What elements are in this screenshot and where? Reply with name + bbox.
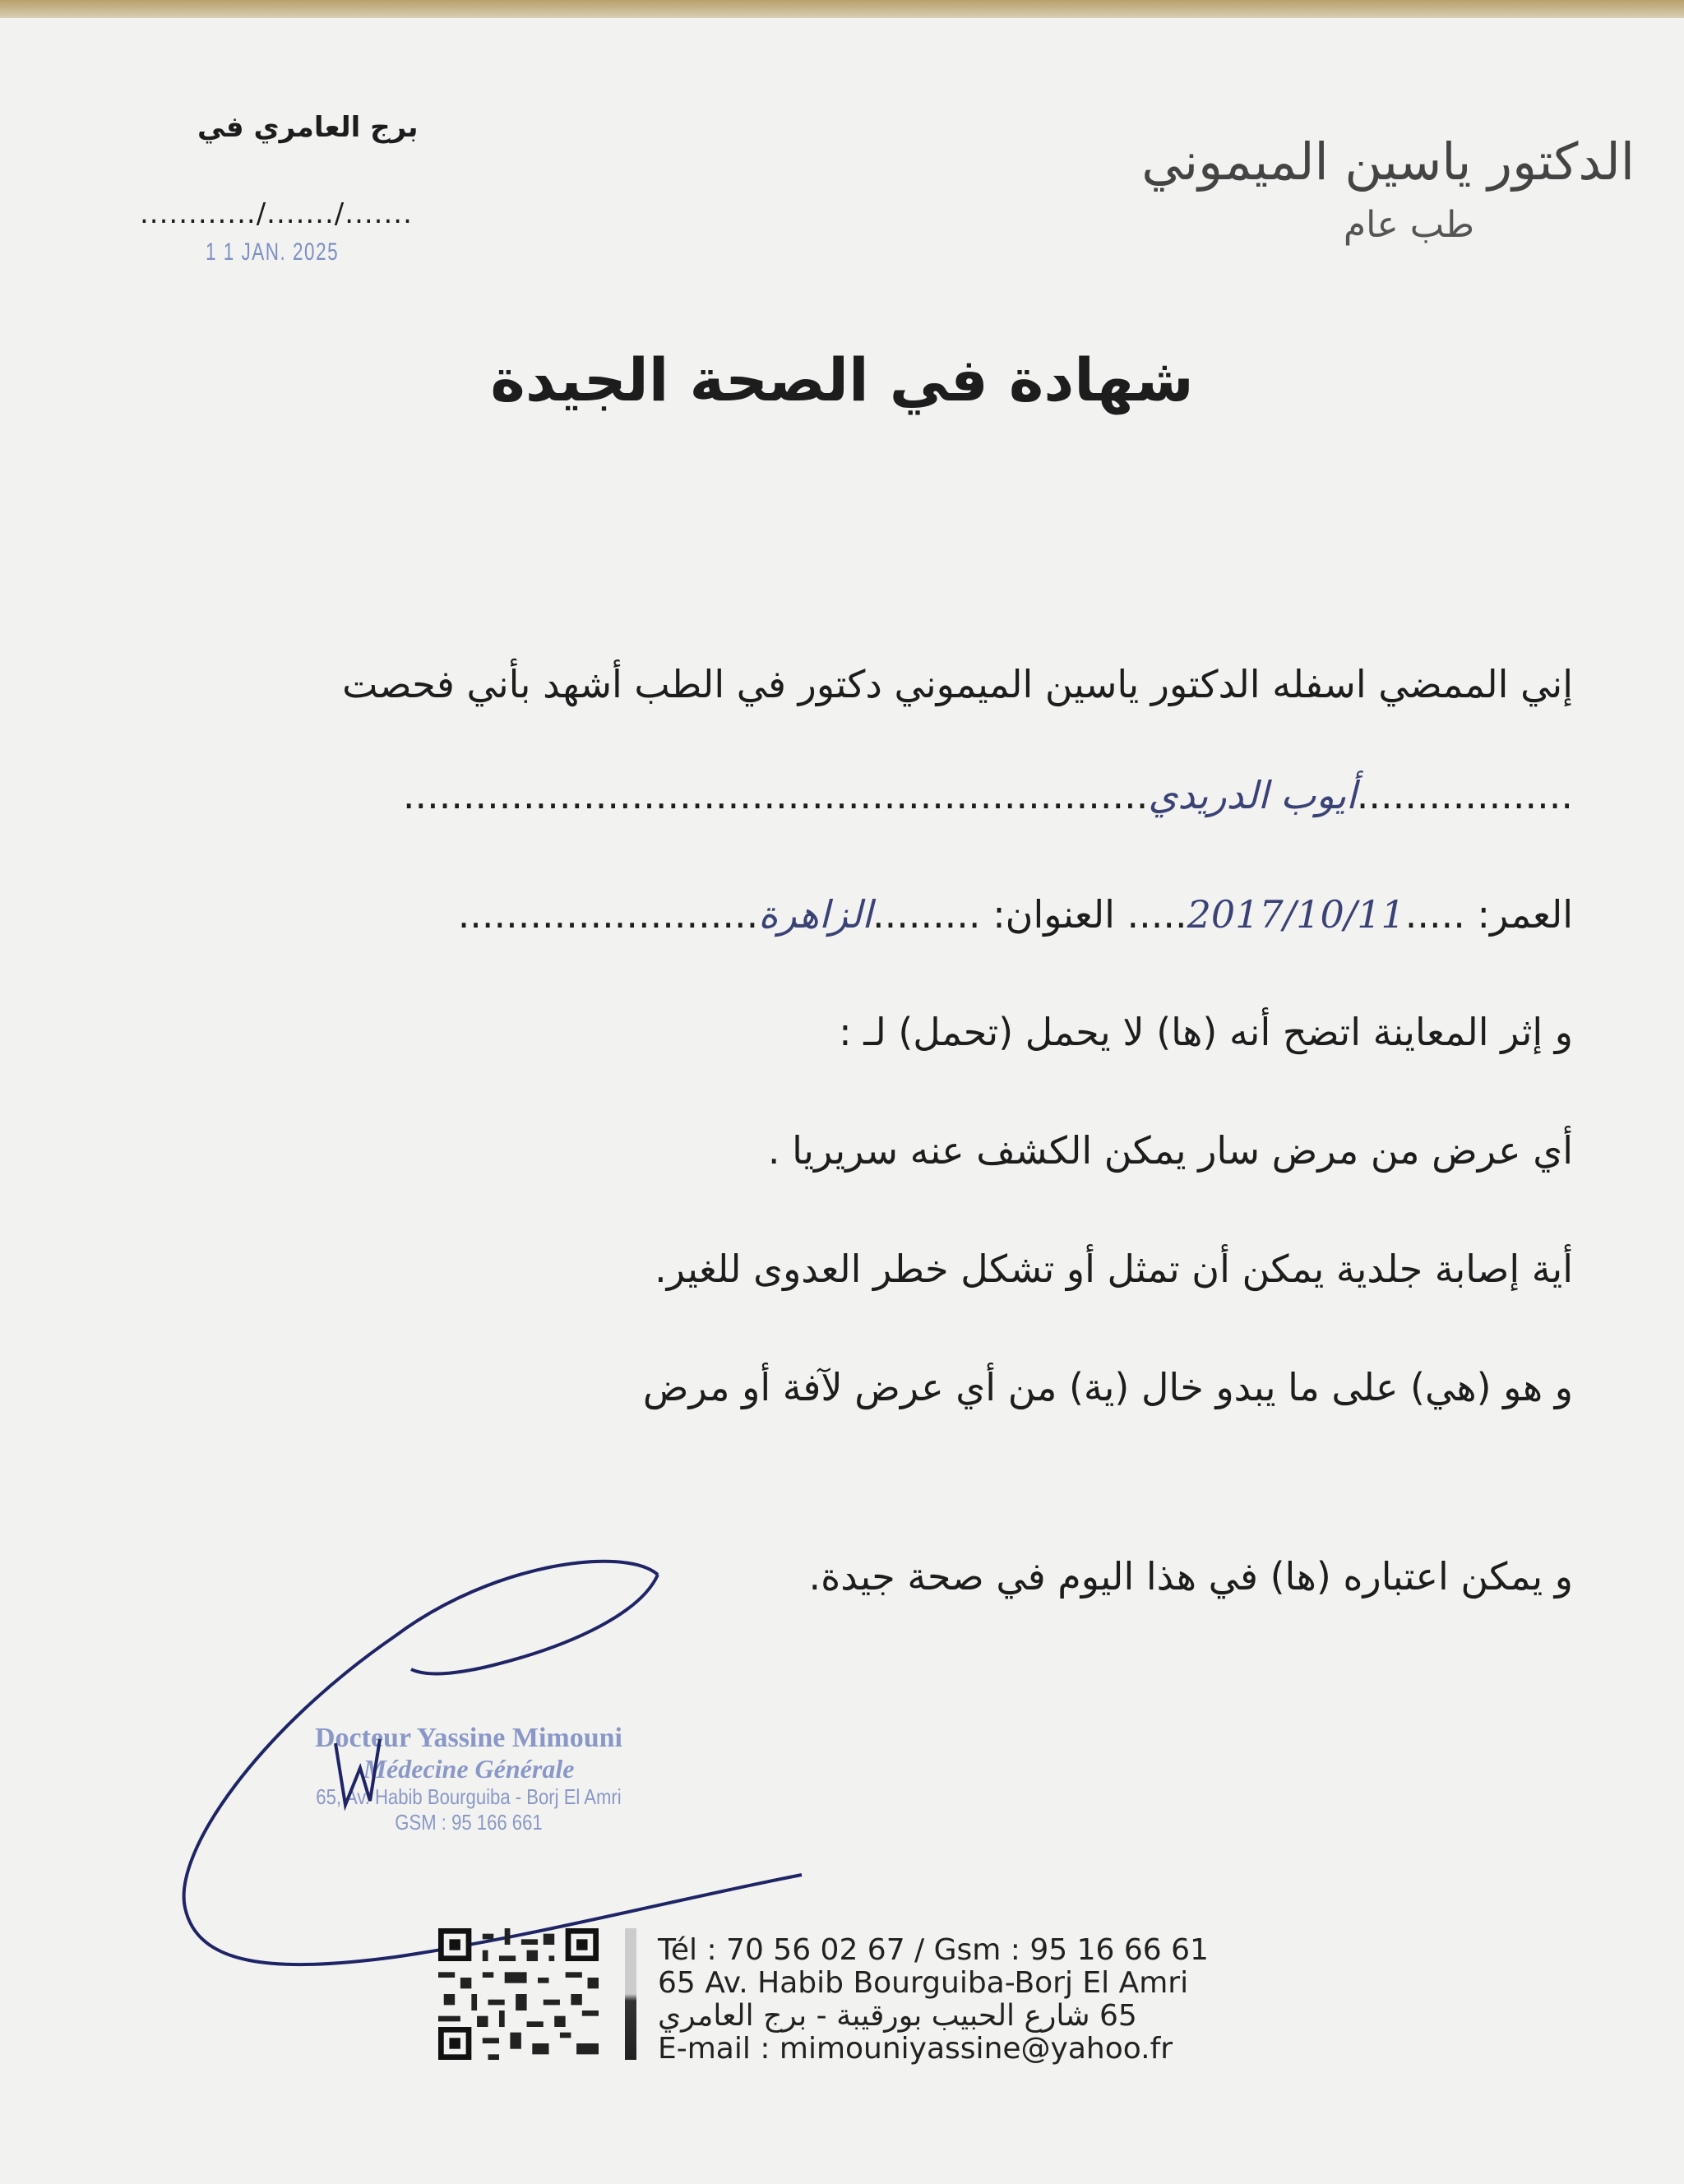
- certificate-title: شهادة في الصحة الجيدة: [490, 345, 1194, 414]
- footer-email: E-mail : mimouniyassine@yahoo.fr: [658, 2032, 1173, 2066]
- place-label: برج العامري في: [197, 111, 419, 144]
- divider-bar: [625, 1928, 636, 2060]
- body-line: و إثر المعاينة اتضح أنه (ها) لا يحمل (تحمل) لـ :: [839, 1010, 1573, 1054]
- address-value: الزاهرة: [758, 892, 872, 937]
- body-line: و يمكن اعتباره (ها) في هذا اليوم في صحة جيدة.: [808, 1554, 1573, 1599]
- body-line: أية إصابة جلدية يمكن أن تمثل أو تشكل خطر العدوى للغير.: [655, 1247, 1573, 1291]
- stamp-address: 65, Av. Habib Bourguiba - Borj El Amri: [316, 1784, 622, 1809]
- age-value: 2017/10/11: [1187, 892, 1405, 937]
- age-label: العمر:: [1477, 892, 1573, 937]
- doctor-specialty: طب عام: [1343, 204, 1474, 246]
- doctor-stamp: [271, 1723, 666, 1835]
- body-line: و هو (هي) على ما يبدو خال (ية) من أي عرض لآفة أو مرض: [642, 1365, 1573, 1409]
- age-address-row: العمر: .....2017/10/11..... العنوان: .........الزاهرة.........................: [457, 892, 1573, 937]
- dots: ..............................................................: [402, 773, 1149, 817]
- footer-phone: Tél : 70 56 02 67 / Gsm : 95 16 66 61: [658, 1933, 1209, 1967]
- patient-name-field: [403, 773, 1573, 817]
- qr-code: [438, 1928, 599, 2060]
- date-stamp: 1 1 JAN. 2025: [206, 238, 340, 266]
- paper-edge: [0, 0, 1684, 18]
- intro-text: إني الممضي اسفله الدكتور ياسين الميموني دكتور في الطب أشهد بأني فحصت: [342, 662, 1573, 706]
- body-line: أي عرض من مرض سار يمكن الكشف عنه سريريا .: [767, 1128, 1573, 1173]
- date-line: ............/......./.......: [140, 197, 413, 230]
- dots: ..................: [1356, 773, 1573, 817]
- footer-address-fr: 65 Av. Habib Bourguiba-Borj El Amri: [658, 1966, 1189, 2000]
- doctor-name: الدكتور ياسين الميموني: [1141, 132, 1635, 192]
- patient-name: أيوب الدريدي: [1148, 773, 1357, 817]
- address-label: العنوان:: [992, 892, 1115, 937]
- stamp-gsm: GSM : 95 166 661: [395, 1810, 543, 1835]
- footer-contact: [658, 1934, 1209, 2066]
- footer-address-ar: 65 شارع الحبيب بورقيبة - برج العامري: [658, 1999, 1137, 2033]
- stamp-name: Docteur Yassine Mimouni: [315, 1723, 622, 1753]
- stamp-specialty: Médecine Générale: [363, 1754, 575, 1784]
